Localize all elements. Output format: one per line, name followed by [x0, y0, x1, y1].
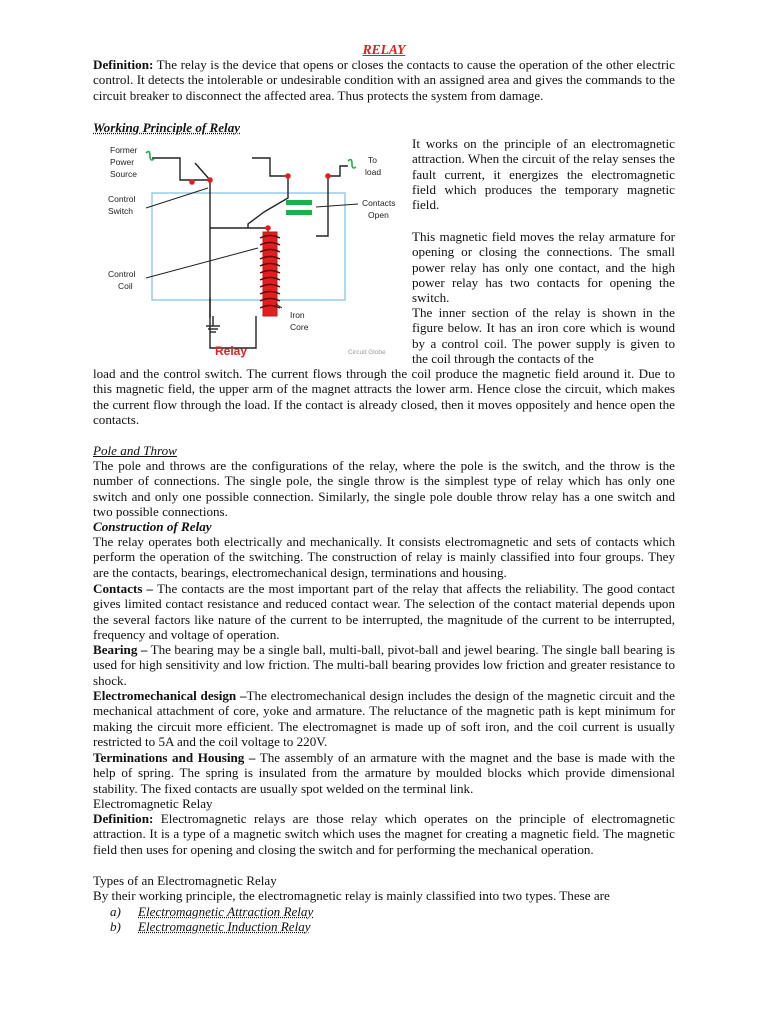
contacts-label: Contacts – [93, 581, 154, 596]
contact-dot [189, 179, 195, 185]
list-marker: b) [110, 919, 121, 935]
terminations-text: The assembly of an armature with the magnet and the base is made with the help of spring. The spring is insulated from the armature by moulded blocks which provide dimensional stability. The fixed contacts are usually spot welded on the terminal link. [93, 750, 675, 796]
list-item [110, 919, 313, 934]
contacts-paragraph [93, 581, 675, 642]
list-marker: a) [110, 904, 121, 919]
contacts-text: The contacts are the most important part of the relay that affects the reliability. The good contact gives limited contact resistance and reduced contact wear. The selection of the contact material depends upon the several factors like nature of the current to be interrupted, the magnitude of the current to be interrupted, frequency and voltage of operation. [93, 581, 675, 642]
list-item [110, 904, 313, 919]
types-list [110, 904, 313, 935]
contact-dot [265, 225, 271, 231]
upper-contact [286, 200, 312, 205]
bearing-label: Bearing – [93, 642, 148, 657]
pole-throw-heading: Pole and Throw [93, 443, 177, 458]
working-principle-para-4: load and the control switch. The current flows through the coil produce the magnetic field around it. Due to this magnetic field, the upper arm of the magnet attracts the lower arm. Hence close the circuit, which makes the current flow through the load. If the contact is already closed, then it moves oppositely and hence open the contacts. [93, 366, 675, 427]
definition-paragraph [93, 57, 675, 103]
diagram-watermark: Circuit Globe [348, 349, 386, 356]
terminations-paragraph [93, 750, 675, 796]
diagram-caption: Relay [215, 344, 248, 358]
power-source-symbol [146, 152, 154, 160]
label-power: Power [110, 157, 135, 167]
pole-throw-paragraph: The pole and throws are the configurations of the relay, where the pole is the switch, and the throw is the number of connections. The single pole, the single throw is the simplest type of relay which has only one switch and only one possible connection. Similarly, the single pole double throw relay has a one switch and two possible connections. [93, 458, 675, 519]
construction-heading: Construction of Relay [93, 519, 212, 534]
bearing-paragraph [93, 642, 675, 688]
contact-dot [285, 173, 291, 179]
label-control-coil-1: Control [108, 269, 136, 279]
working-principle-para-1: It works on the principle of an electromagnetic attraction. When the circuit of the relay senses the fault current, it energizes the electromagnetic field which produces the temporary magnetic field. [412, 136, 675, 213]
label-contacts: Contacts [362, 198, 396, 208]
em-relay-heading: Electromagnetic Relay [93, 796, 213, 811]
definition-text: The relay is the device that opens or closes the contacts to cause the operation of the other electric control. It detects the intolerable or undesirable condition with an assigned area and gives the commands to the circuit breaker to disconnect the affected area. Thus protects the system from damage. [93, 57, 675, 103]
working-principle-heading: Working Principle of Relay [93, 120, 241, 135]
relay-wiring [152, 158, 348, 348]
label-iron: Iron [290, 310, 305, 320]
label-load: load [365, 167, 382, 177]
label-to: To [368, 155, 377, 165]
label-open: Open [368, 210, 389, 220]
iron-core [263, 232, 277, 316]
lower-contact [286, 210, 312, 215]
terminations-label: Terminations and Housing – [93, 750, 256, 765]
bearing-text: The bearing may be a single ball, multi-ball, pivot-ball and jewel bearing. The single ball bearing is used for high sensitivity and low friction. The multi-ball bearing provides low friction and greater resistance to shock. [93, 642, 675, 688]
working-principle-para-3: The inner section of the relay is shown in the figure below. It has an iron core which is wound by a control coil. The power supply is given to the coil through the contacts of the [412, 305, 675, 366]
electromechanical-text: The electromechanical design includes the design of the magnetic circuit and the mechanical attachment of core, yoke and armature. The reluctance of the magnetic path is kept minimum for making the circuit more efficient. The electromagnet is made up of soft iron, and the coil current is usually restricted to 5A and the coil voltage to 220V. [93, 688, 675, 749]
label-control-switch-1: Control [108, 194, 136, 204]
label-control-coil-2: Coil [118, 281, 133, 291]
contact-dot [325, 173, 331, 179]
label-source: Source [110, 169, 137, 179]
page-title: RELAY [362, 42, 406, 57]
list-item-label: Electromagnetic Induction Relay [138, 919, 311, 935]
relay-diagram [100, 138, 405, 364]
electromechanical-label: Electromechanical design – [93, 688, 247, 703]
types-intro: By their working principle, the electromagnetic relay is mainly classified into two types. These are [93, 888, 610, 903]
label-core: Core [290, 322, 309, 332]
label-former: Former [110, 145, 138, 155]
working-principle-para-2: This magnetic field moves the relay armature for opening or closing the connections. The small power relay has only one contact, and the high power relay has two contacts for opening the switch. [412, 229, 675, 306]
list-item-label: Electromagnetic Attraction Relay [138, 904, 314, 919]
types-heading: Types of an Electromagnetic Relay [93, 873, 277, 888]
em-relay-definition [93, 811, 675, 857]
label-pointers [146, 188, 358, 308]
construction-paragraph: The relay operates both electrically and mechanically. It consists electromagnetic and sets of contacts which perform the operation of the switching. The construction of relay is mainly classified into four groups. They are the contacts, bearings, electromechanical design, terminations and housing. [93, 534, 675, 580]
load-symbol [348, 160, 356, 168]
em-relay-definition-label: Definition: [93, 811, 154, 826]
contact-dot [207, 177, 213, 183]
label-control-switch-2: Switch [108, 206, 134, 216]
relay-housing-box [152, 193, 345, 300]
definition-label: Definition: [93, 57, 154, 72]
em-relay-definition-text: Electromagnetic relays are those relay which operates on the principle of electromagnetic attraction. It is a type of a magnetic switch which uses the magnet for creating a magnetic field. The magnetic field then uses for opening and closing the switch and for performing the mechanical operation. [93, 811, 675, 857]
electromechanical-paragraph [93, 688, 675, 749]
